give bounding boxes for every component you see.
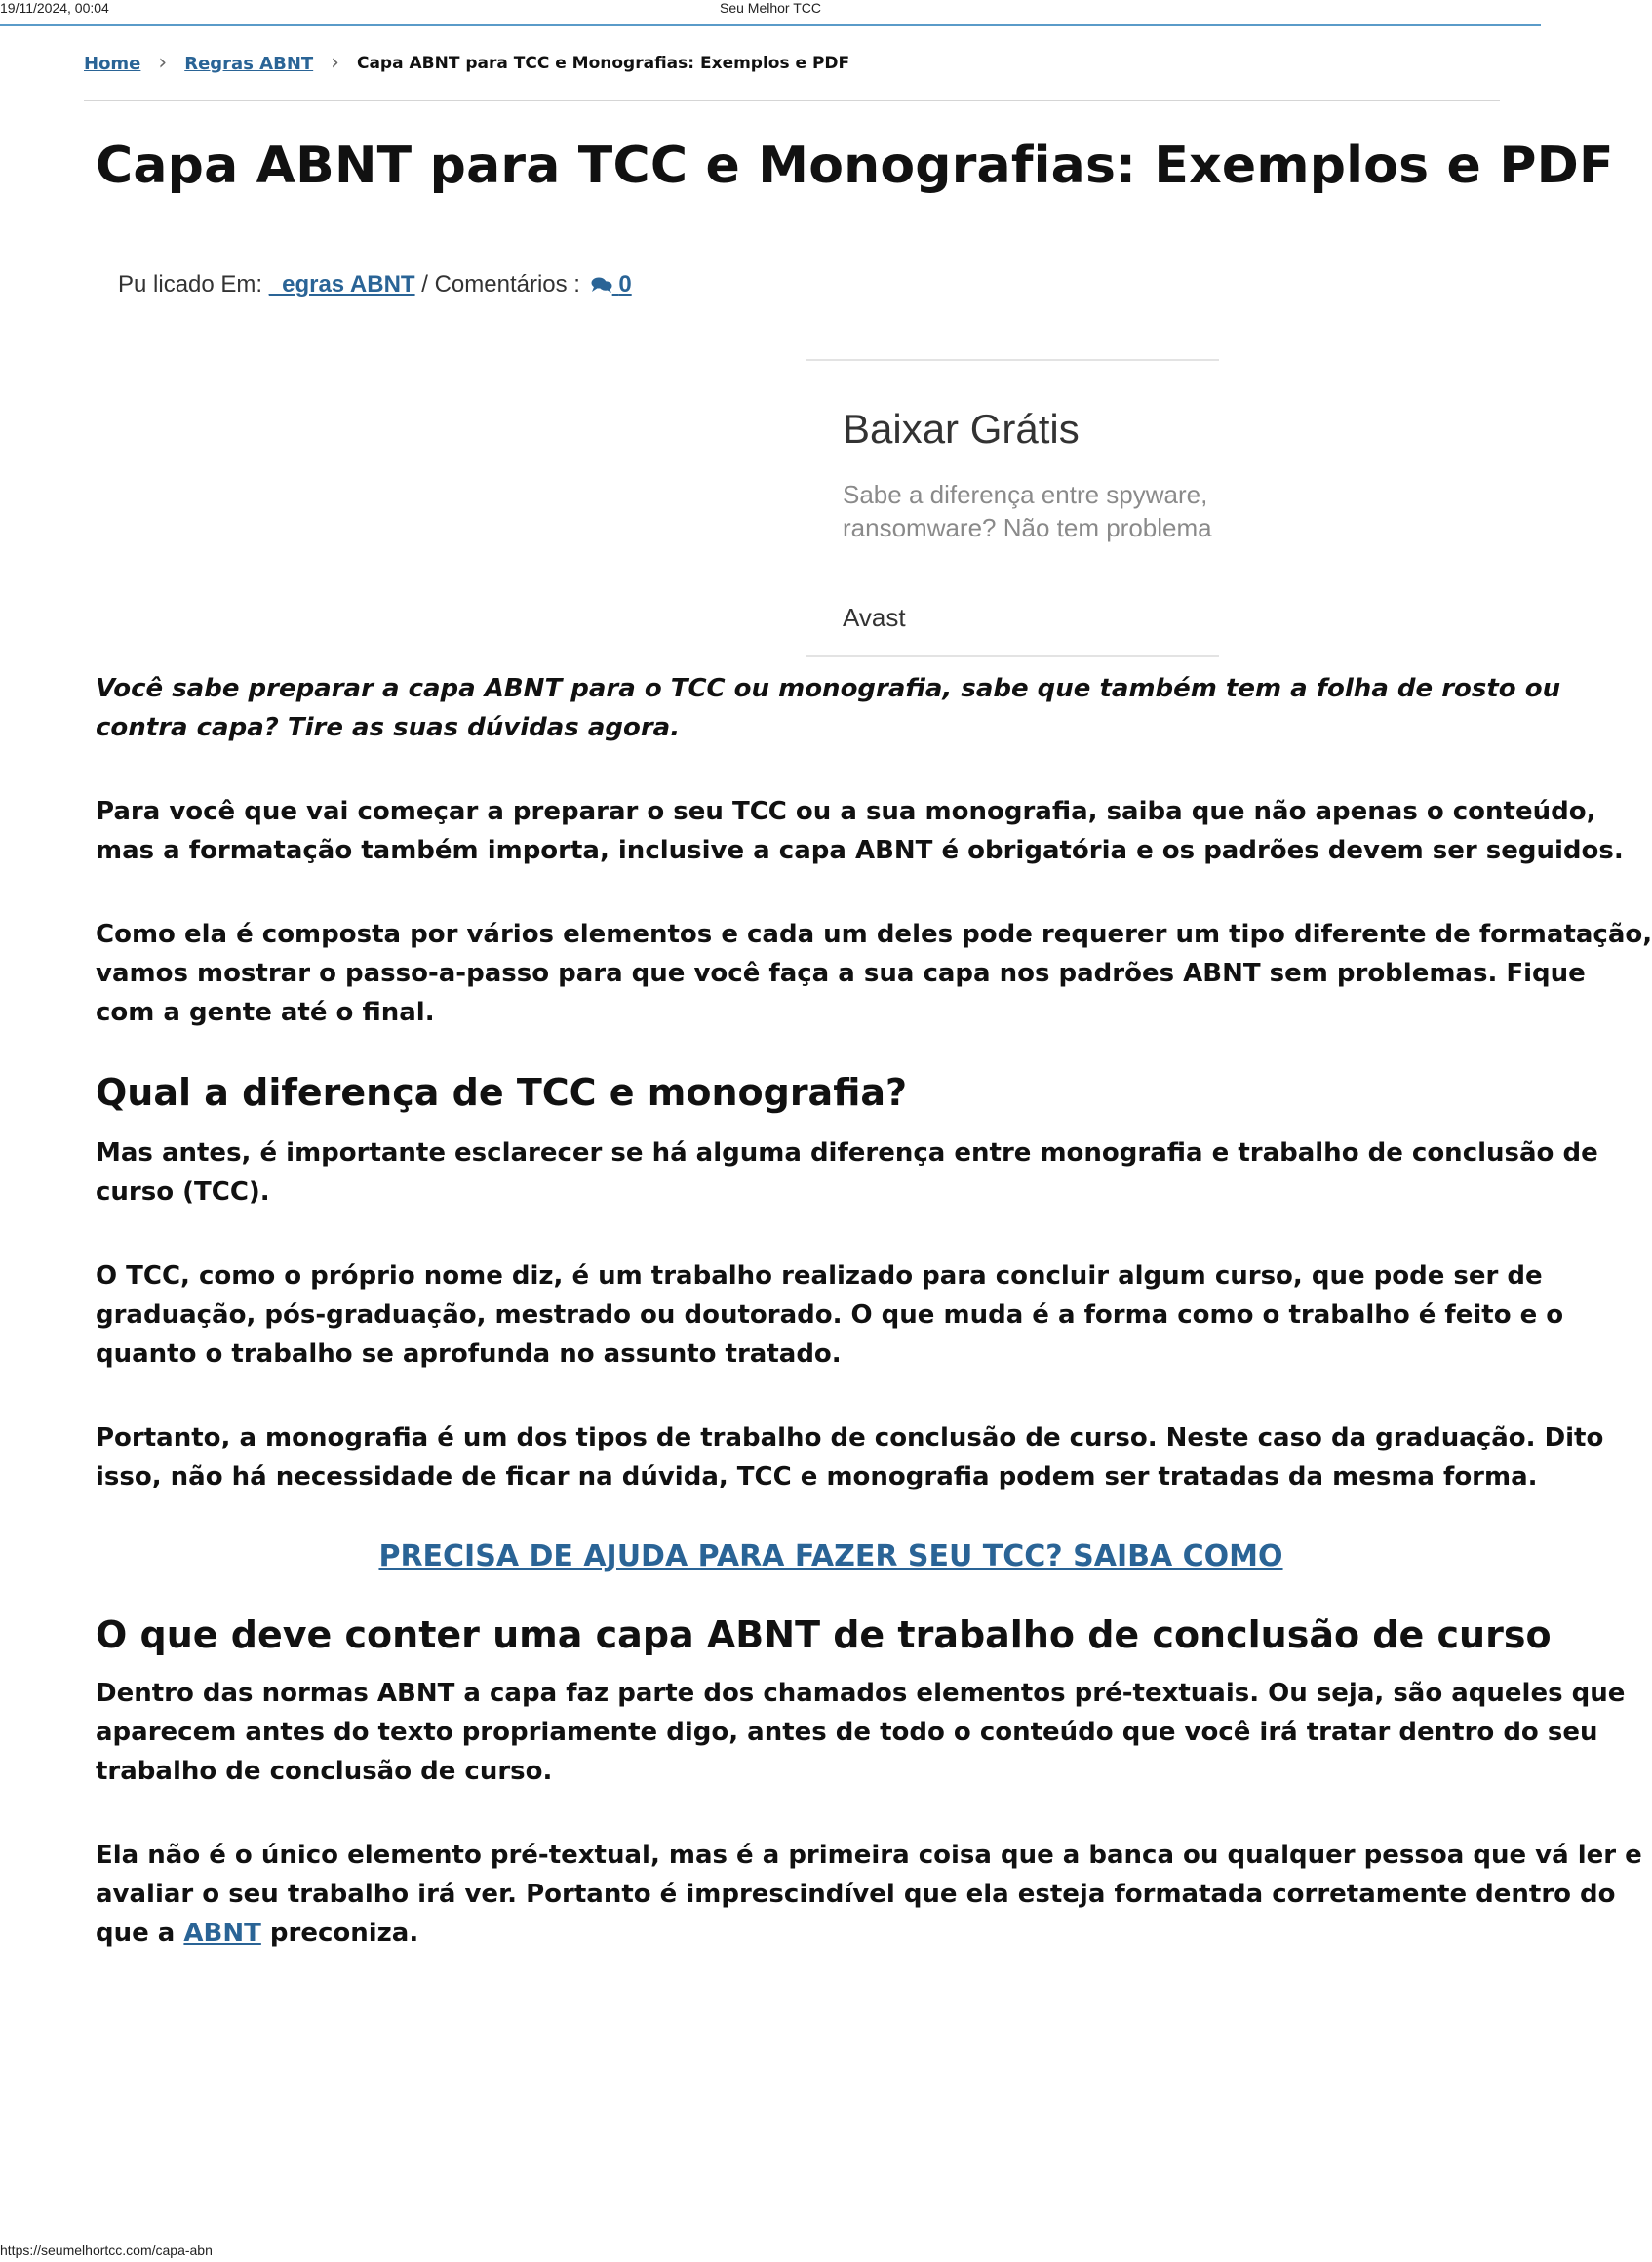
- comments-count: 0: [618, 271, 632, 298]
- section-heading: Qual a diferença de TCC e monografia?: [96, 1071, 908, 1114]
- bold-text: capa ABNT: [408, 674, 563, 703]
- text: Você sabe preparar a: [96, 674, 409, 703]
- text: faz parte dos chamados elementos pré-textuais. Ou seja, são aqueles que: [557, 1679, 1626, 1708]
- page-title: Capa ABNT para TCC e Monografias: Exemplos e PDF: [96, 137, 1614, 195]
- text: quanto o trabalho se aprofunda no assunto tratado.: [96, 1339, 842, 1369]
- chevron-right-icon: ›: [331, 51, 339, 75]
- text: contra capa? Tire as suas dúvidas agora.: [96, 713, 681, 742]
- text: Dentro das: [96, 1679, 262, 1708]
- ad-brand: Avast: [843, 603, 906, 632]
- ad-title[interactable]: Baixar Grátis: [843, 406, 1080, 452]
- abnt-link[interactable]: ABNT: [183, 1919, 261, 1948]
- text: avaliar o seu trabalho irá ver. Portanto é imprescindível que ela esteja formatada corretamente dentro do: [96, 1880, 1616, 1909]
- cta-block: [96, 1539, 1566, 1573]
- text: Portanto, a monografia é um dos tipos de trabalho de conclusão de curso. Neste caso da graduação. Dito: [96, 1423, 1604, 1452]
- intro-paragraph: [96, 669, 1561, 747]
- bold-text: capa nos padrões ABNT: [923, 959, 1261, 988]
- ad-description-line: Sabe a diferença entre spyware,: [843, 480, 1208, 509]
- published-label: Pu licado Em:: [118, 271, 263, 298]
- text: com a gente até o final.: [96, 998, 435, 1027]
- text: aparecem antes do texto propriamente digo, antes de todo o conteúdo que você irá tratar dentro do seu: [96, 1718, 1598, 1747]
- paragraph: [96, 792, 1624, 870]
- breadcrumb-current: Capa ABNT para TCC e Monografias: Exemplos e PDF: [356, 54, 850, 73]
- text: trabalho de conclusão de curso.: [96, 1757, 553, 1786]
- category-link[interactable]: _egras ABNT: [268, 271, 415, 298]
- text: curso (TCC).: [96, 1177, 270, 1207]
- text: preconiza.: [260, 1919, 419, 1948]
- paragraph: [96, 915, 1652, 1032]
- text: que a: [96, 1919, 184, 1948]
- comments-label: / Comentários :: [414, 271, 580, 298]
- bold-text: capa ABNT: [778, 836, 933, 865]
- text: O TCC, como o próprio nome diz, é um trabalho realizado para concluir algum curso, que pode ser de: [96, 1261, 1543, 1290]
- bold-text: normas ABNT a capa: [261, 1679, 558, 1708]
- ad-description-line: ransomware? Não tem problema: [843, 513, 1212, 542]
- text: mas a formatação também importa, inclusive a: [96, 836, 779, 865]
- paragraph: [96, 1133, 1598, 1211]
- print-datetime: 19/11/2024, 00:04: [0, 0, 109, 16]
- text: é obrigatória e os padrões devem ser seguidos.: [932, 836, 1624, 865]
- text: graduação, pós-graduação, mestrado ou doutorado. O que muda é a forma como o trabalho é feito e o: [96, 1300, 1564, 1329]
- print-url: https://seumelhortcc.com/capa-abn: [0, 2242, 213, 2258]
- text: Para você que vai começar a preparar o seu TCC ou a sua monografia, saiba que não apenas o conteúdo,: [96, 797, 1596, 826]
- paragraph: [96, 1418, 1604, 1496]
- article-body: [96, 0, 1652, 2262]
- text: Ela não é o único elemento pré-textual, mas é a primeira coisa que a banca ou qualquer pessoa que vá ler e: [96, 1841, 1642, 1870]
- text: sem problemas. Fique: [1260, 959, 1586, 988]
- section-heading: O que deve conter uma capa ABNT de trabalho de conclusão de curso: [96, 1613, 1552, 1656]
- paragraph: [96, 1836, 1642, 1953]
- paragraph: [96, 1674, 1626, 1791]
- breadcrumb-home-link[interactable]: Home: [84, 53, 141, 74]
- text: Mas antes, é importante esclarecer se há alguma diferença entre monografia e trabalho de conclusão de: [96, 1138, 1598, 1168]
- text: Como ela é composta por vários elementos e cada um deles pode requerer um tipo diferente de formatação,: [96, 920, 1652, 949]
- print-site-title: Seu Melhor TCC: [719, 0, 821, 16]
- text: para o TCC ou monografia, sabe que também tem a folha de rosto ou: [562, 674, 1561, 703]
- paragraph: [96, 1256, 1564, 1373]
- text: vamos mostrar o passo-a-passo para que você faça a sua: [96, 959, 924, 988]
- breadcrumb-category-link[interactable]: Regras ABNT: [184, 53, 314, 74]
- text: isso, não há necessidade de ficar na dúvida, TCC e monografia podem ser tratadas da mesma forma.: [96, 1462, 1538, 1491]
- cta-link[interactable]: PRECISA DE AJUDA PARA FAZER SEU TCC? SAIBA COMO: [378, 1539, 1283, 1573]
- chevron-right-icon: ›: [158, 51, 168, 75]
